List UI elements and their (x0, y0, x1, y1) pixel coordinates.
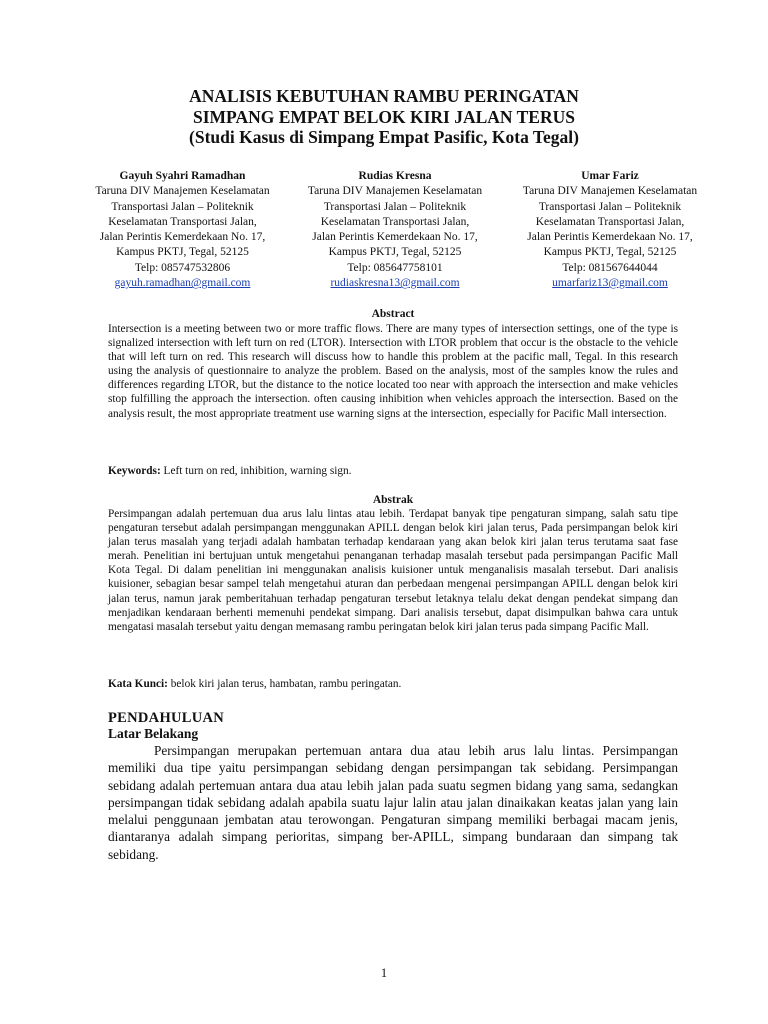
author-email-link[interactable]: gayuh.ramadhan@gmail.com (114, 277, 251, 290)
affiliation-line: Taruna DIV Manajemen Keselamatan (307, 185, 483, 198)
affiliation-line: Kampus PKTJ, Tegal, 52125 (116, 246, 249, 259)
affiliation-line: Keselamatan Transportasi Jalan, (108, 215, 257, 228)
author-block (0, 169, 768, 289)
author-2 (290, 169, 500, 291)
abstract-heading: Abstract (371, 308, 415, 320)
abstrak-heading: Abstrak (372, 494, 414, 506)
body-paragraph: Persimpangan merupakan pertemuan antara dua atau lebih arus lalu lintas. Persimpangan memiliki dua tipe yaitu persimpangan sebidang dengan persimpangan tak sebidang. Persimpangan sebidang adalah pertemuan antara dua atau lebih jalan pada suatu segmen bidang yang sama, sedangkan persimpangan tidak sebidang adalah apabila suatu lajur lalin atau jalan dinaikakan keatas jalan yang lain melalui penggunaan jembatan atau terowongan. Pengaturan simpang memiliki berbagai macam jenis, diantaranya adalah simpang perioritas, simpang ber-APILL, simpang bundaraan dan simpang tak sebidang. (108, 743, 678, 862)
author-3 (500, 169, 720, 291)
paper-title (60, 86, 708, 148)
title-line-3: (Studi Kasus di Simpang Empat Pasific, Kota Tegal) (189, 127, 579, 147)
author-email-link[interactable]: rudiaskresna13@gmail.com (330, 277, 460, 290)
title-line-1: ANALISIS KEBUTUHAN RAMBU PERINGATAN (189, 86, 579, 106)
affiliation-line: Kampus PKTJ, Tegal, 52125 (328, 246, 462, 259)
affiliation-line: Keselamatan Transportasi Jalan, (535, 215, 685, 228)
affiliation-line: Jalan Perintis Kemerdekaan No. 17, (312, 231, 478, 244)
author-email-link[interactable]: umarfariz13@gmail.com (552, 277, 668, 290)
keywords-label: Keywords: (108, 465, 161, 477)
kata-kunci-label: Kata Kunci: (108, 678, 168, 690)
affiliation-line: Jalan Perintis Kemerdekaan No. 17, (527, 231, 693, 244)
keywords-value: Left turn on red, inhibition, warning sign. (160, 465, 352, 477)
page-number: 1 (380, 966, 388, 980)
title-line-2: SIMPANG EMPAT BELOK KIRI JALAN TERUS (193, 106, 575, 127)
author-phone: Telp: 085747532806 (134, 261, 231, 274)
affiliation-line: Keselamatan Transportasi Jalan, (320, 215, 470, 228)
abstrak-text: Persimpangan adalah pertemuan dua arus lalu lintas atau lebih. Terdapat banyak tipe pengaturan simpang, salah satu tipe pengaturan tersebut adalah persimpangan menggunakan APILL dengan belok kiri jalan terus, Pada persimpangan belok kiri jalan terus masalah yang terjadi adalah hambatan terhadap kendaraan yang akan belok kiri jalan terus terutama saat fase merah. Penelitian ini bertujuan untuk mengetahui penanganan terhadap masalah tersebut pada persimpangan Pacific Mall Kota Tegal. Di dalam penelitian ini menggunakan analisis kuisioner untuk menganalisis masalah tersebut. Dari analisis kuisioner, sebagian besar sampel telah mengetahui aturan dan perbedaan mengenai persimpangan APILL dengan belok kiri jalan terus, namun jarak pemberitahuan terhadap pengaturan tersebut letaknya telalu dekat dengan pendekat simpang dan menjadikan kendaraan berhenti memenuhi pendekat simpang. Dari analisis tersebut, dapat disimpulkan bahwa cara untuk mengatasi masalah tersebut yaitu dengan memasang rambu peringatan belok kiri jalan terus pada simpang Pacific Mall. (108, 508, 678, 633)
kata-kunci-line (108, 677, 678, 691)
author-name: Umar Fariz (581, 170, 639, 182)
subsection-heading: Latar Belakang (108, 726, 199, 741)
abstract-text: Intersection is a meeting between two or more traffic flows. There are many types of intersection settings, one of the type is signalized intersection with left turn on red (LTOR). Intersection with LTOR problem that occur is the obstacle to the vehicle that will left turn on red. This research will discuss how to handle this problem at the pacific mall, Tegal. In this research using the analysis of questionnaire to analyze the problem. Based on the analysis, most of the samples know the rules and differences regarding LTOR, but the distance to the notice located too near with approach the intersection and make vehicles stop fulfilling the approach the intersection. often causing inhibition when vehicles approach the intersection. Based on the analysis result, the most appropriate treatment use warning signs at the intersection, especially for Pacific Mall intersection. (108, 323, 678, 420)
author-name: Rudias Kresna (358, 170, 432, 182)
author-phone: Telp: 085647758101 (347, 261, 443, 274)
affiliation-line: Taruna DIV Manajemen Keselamatan (522, 185, 698, 198)
affiliation-line: Transportasi Jalan – Politeknik (111, 200, 254, 213)
affiliation-line: Jalan Perintis Kemerdekaan No. 17, (99, 231, 266, 244)
kata-kunci-value: belok kiri jalan terus, hambatan, rambu peringatan. (167, 678, 402, 690)
author-name: Gayuh Syahri Ramadhan (119, 170, 246, 182)
section-heading: PENDAHULUAN (108, 710, 225, 726)
keywords-line (108, 464, 678, 478)
affiliation-line: Transportasi Jalan – Politeknik (323, 200, 467, 213)
affiliation-line: Kampus PKTJ, Tegal, 52125 (543, 246, 677, 259)
affiliation-line: Taruna DIV Manajemen Keselamatan (95, 185, 270, 198)
author-1 (75, 169, 290, 291)
affiliation-line: Transportasi Jalan – Politeknik (538, 200, 682, 213)
author-phone: Telp: 081567644044 (562, 261, 658, 274)
